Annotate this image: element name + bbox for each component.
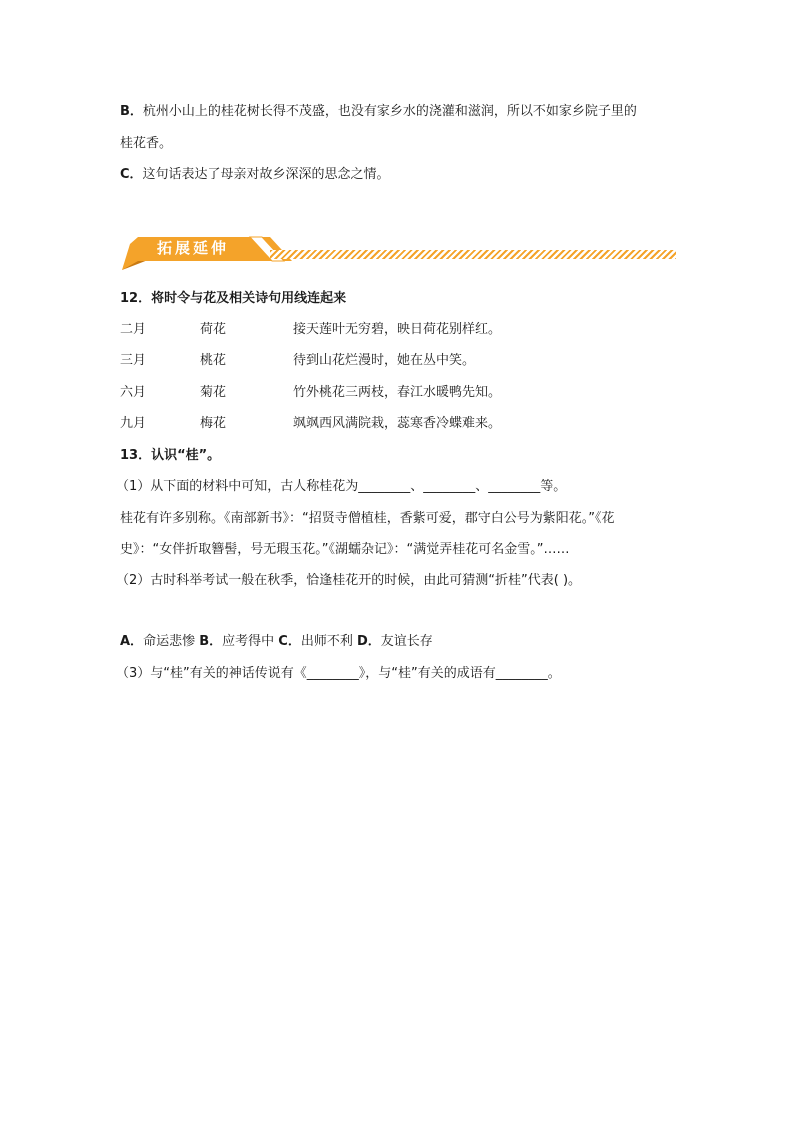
option-text: 应考得中 <box>222 634 275 649</box>
option-label: C． <box>278 634 301 649</box>
q12-poem: 飒飒西风满院栽，蕊寒香冷蝶难来。 <box>293 416 502 431</box>
q12-flower: 荷花 <box>200 322 227 337</box>
q12-poem: 竹外桃花三两枝，春江水暖鸭先知。 <box>293 385 502 400</box>
banner-tab-left <box>122 237 138 270</box>
q13-part1: （1）从下面的材料中可知，古人称桂花为________、________、________等。 <box>116 479 567 494</box>
option-c-text: 这句话表达了母亲对故乡深深的思念之情。 <box>142 167 390 182</box>
q13-material-line-1: 桂花有许多别称。《南部新书》：“招贤寺僧植桂，香紫可爱，郡守白公号为紫阳花。”《花 <box>120 511 615 526</box>
q12-month: 二月 <box>120 322 147 337</box>
option-b-text: 杭州小山上的桂花树长得不茂盛，也没有家乡水的浇灌和滋润，所以不如家乡院子里的 <box>142 104 637 119</box>
option-label: A． <box>120 634 144 649</box>
q12-month: 三月 <box>120 353 147 368</box>
option-label: B． <box>199 634 223 649</box>
section-banner <box>120 232 676 272</box>
q13-part3: （3）与“桂”有关的神话传说有《________》，与“桂”有关的成语有________。 <box>116 666 561 681</box>
q13-options <box>120 632 433 652</box>
option-b-line-1 <box>120 102 637 122</box>
q13-prompt: 13．认识“桂”。 <box>120 448 221 463</box>
q12-prompt: 12．将时令与花及相关诗句用线连起来 <box>120 291 347 306</box>
q13-part2: （2）古时科举考试一般在秋季，恰逢桂花开的时候，由此可猜测“折桂”代表( )。 <box>116 573 582 588</box>
option-label: D． <box>357 634 381 649</box>
banner-title: 拓展延伸 <box>157 239 230 257</box>
q12-month: 九月 <box>120 416 147 431</box>
option-text: 命运悲惨 <box>143 634 196 649</box>
option-c-label: C． <box>120 167 143 182</box>
q12-poem: 接天莲叶无穷碧，映日荷花别样红。 <box>293 322 502 337</box>
option-text: 友谊长存 <box>380 634 433 649</box>
q12-flower: 梅花 <box>200 416 227 431</box>
q12-month: 六月 <box>120 385 147 400</box>
option-c-line <box>120 165 390 185</box>
q12-flower: 桃花 <box>200 353 227 368</box>
option-b-label: B． <box>120 104 143 119</box>
q12-poem: 待到山花烂漫时，她在丛中笑。 <box>293 353 476 368</box>
q12-flower: 菊花 <box>200 385 227 400</box>
banner-hatch-line <box>270 250 676 259</box>
q13-material-line-2: 史》：“女伴折取簪髻，号无瑕玉花。”《湖蠕杂记》：“满觉弄桂花可名金雪。”…… <box>120 542 570 557</box>
option-text: 出师不利 <box>300 634 353 649</box>
option-b-line-2: 桂花香。 <box>120 136 173 151</box>
